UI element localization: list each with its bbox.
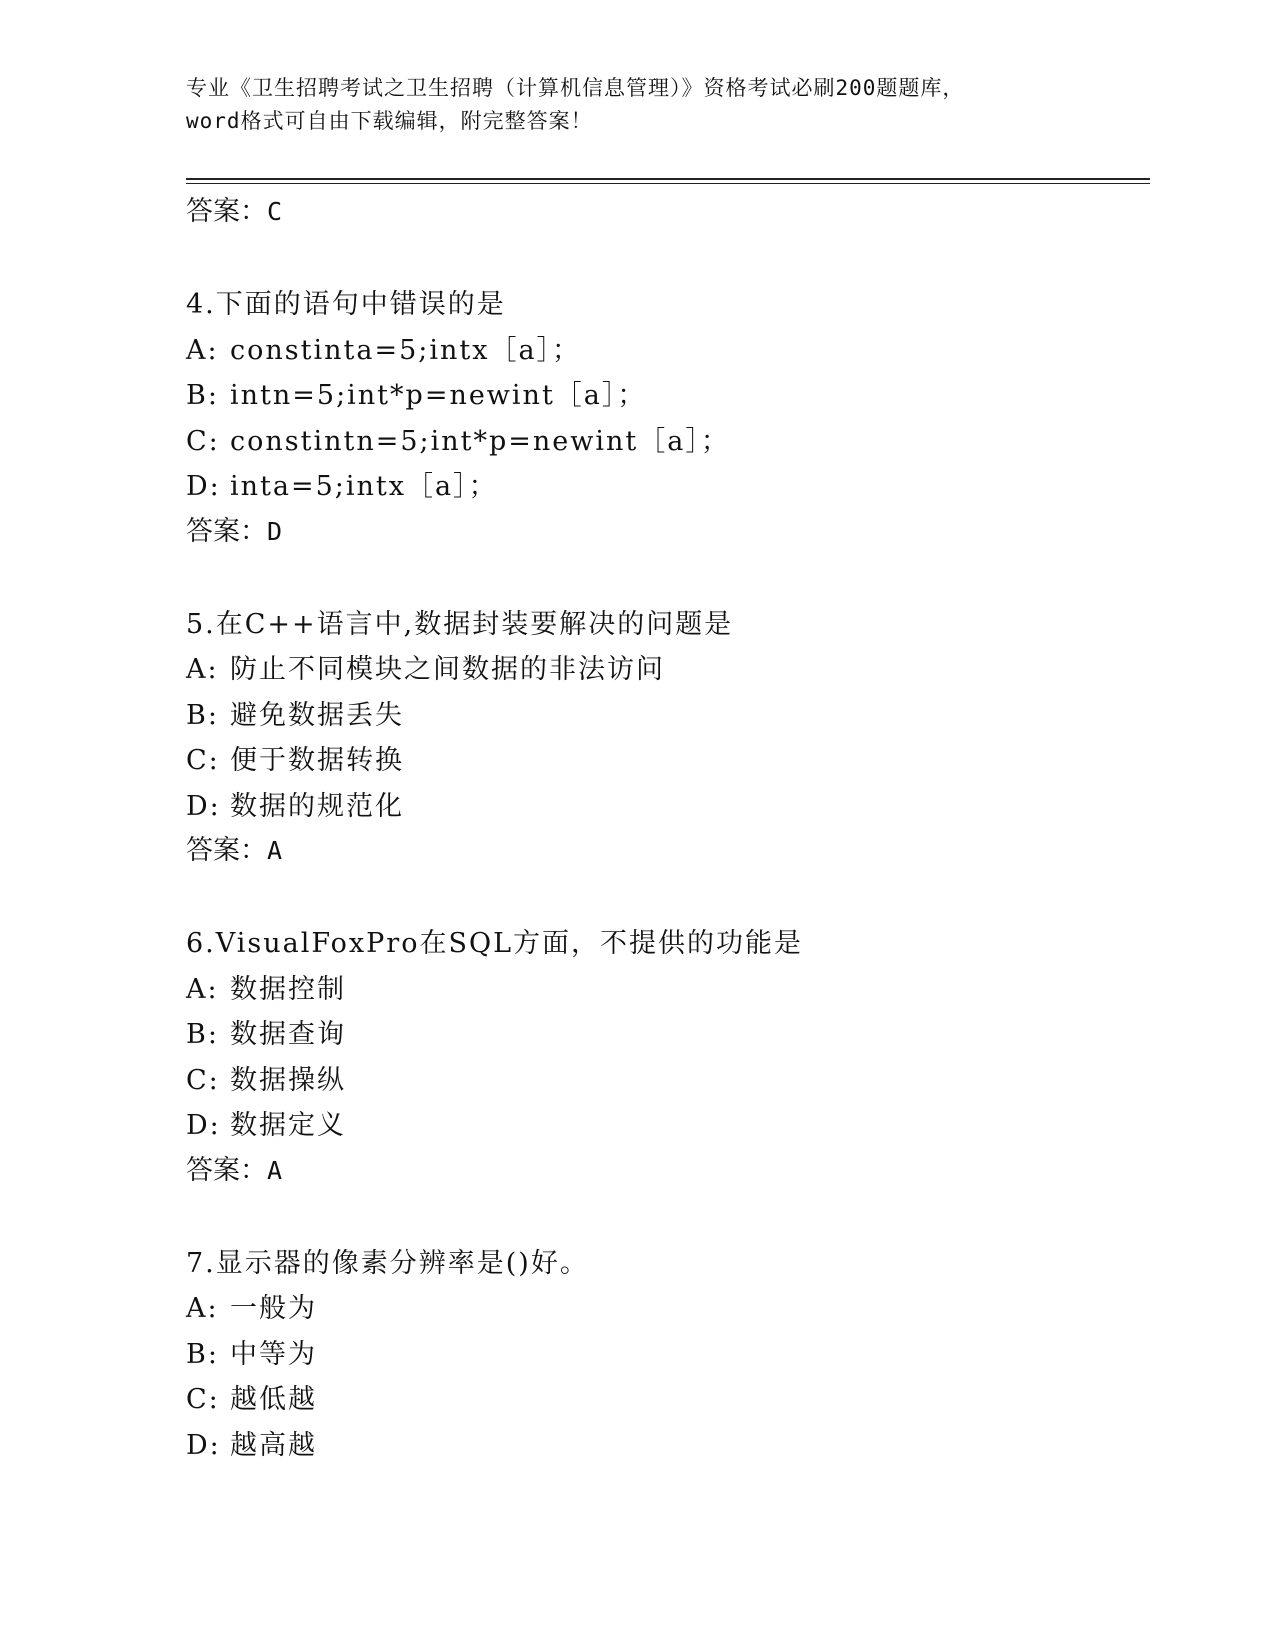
header-line-2: word格式可自由下载编辑，附完整答案！	[186, 109, 593, 133]
option-letter: B:	[186, 699, 219, 731]
question-list	[186, 190, 1146, 1468]
option-line	[186, 1377, 1146, 1423]
answer-value: C	[267, 197, 283, 226]
option-text: constinta=5;intx［a］；	[230, 334, 582, 366]
option-text: 防止不同模块之间数据的非法访问	[230, 654, 665, 685]
option-line	[186, 1058, 1146, 1104]
option-text: 便于数据转换	[230, 745, 404, 776]
option-letter: A:	[186, 334, 219, 366]
answer-label: 答案：	[186, 835, 267, 866]
question-block	[186, 602, 1146, 874]
option-line	[186, 738, 1146, 784]
option-line	[186, 1286, 1146, 1332]
option-letter: C:	[186, 1384, 220, 1415]
answer-value: A	[267, 1155, 283, 1185]
option-letter: D:	[186, 1429, 221, 1461]
header-line-1: 专业《卫生招聘考试之卫生招聘（计算机信息管理）》资格考试必刷200题题库，	[186, 76, 965, 100]
option-text: 一般为	[230, 1293, 317, 1324]
option-text: 数据的规范化	[230, 790, 404, 822]
option-letter: C:	[186, 1064, 220, 1096]
option-text: 越高越	[230, 1429, 317, 1461]
option-line	[186, 967, 1146, 1013]
option-line	[186, 1423, 1146, 1469]
question-spacer	[186, 234, 1146, 282]
answer-label: 答案：	[186, 515, 267, 547]
option-line	[186, 1012, 1146, 1058]
option-text: 越低越	[230, 1384, 317, 1415]
answer-line	[186, 190, 1146, 234]
question-spacer	[186, 873, 1146, 921]
option-text: constintn=5;int*p=newint［a］；	[230, 425, 730, 457]
option-text: inta=5;intx［a］；	[230, 471, 498, 502]
answer-label: 答案：	[186, 196, 267, 227]
question-block	[186, 921, 1146, 1193]
option-line	[186, 373, 1146, 419]
option-text: intn=5;int*p=newint［a］；	[230, 380, 647, 411]
option-letter: A:	[186, 1293, 219, 1324]
answer-line	[186, 1149, 1146, 1193]
question-spacer	[186, 1193, 1146, 1241]
option-letter: D:	[186, 790, 221, 822]
option-letter: C:	[186, 425, 220, 457]
option-line	[186, 328, 1146, 374]
question-block	[186, 1241, 1146, 1469]
option-letter: B:	[186, 380, 219, 411]
option-line	[186, 464, 1146, 510]
option-letter: D:	[186, 471, 221, 502]
option-letter: D:	[186, 1110, 221, 1141]
option-line	[186, 693, 1146, 739]
option-text: 数据控制	[230, 973, 346, 1005]
answer-value: D	[267, 516, 283, 546]
option-letter: A:	[186, 973, 219, 1005]
header-rule-thin	[186, 183, 1150, 184]
answer-label: 答案：	[186, 1154, 267, 1186]
option-letter: C:	[186, 745, 220, 776]
question-spacer	[186, 554, 1146, 602]
question-stem: 4.下面的语句中错误的是	[186, 289, 506, 320]
option-line	[186, 647, 1146, 693]
answer-value: A	[267, 836, 283, 865]
option-text: 中等为	[230, 1338, 317, 1370]
option-line	[186, 1332, 1146, 1378]
option-letter: A:	[186, 654, 219, 685]
option-text: 数据定义	[230, 1110, 346, 1141]
answer-line	[186, 829, 1146, 873]
option-text: 数据查询	[230, 1019, 346, 1050]
document-header	[186, 72, 1086, 138]
header-rule-thick	[186, 178, 1150, 180]
answer-line	[186, 510, 1146, 554]
option-text: 数据操纵	[230, 1064, 346, 1096]
question-stem: 7.显示器的像素分辨率是()好。	[186, 1247, 589, 1279]
option-text: 避免数据丢失	[230, 699, 404, 731]
question-block	[186, 282, 1146, 554]
question-stem: 6.VisualFoxPro在SQL方面，不提供的功能是	[186, 928, 804, 959]
option-line	[186, 1103, 1146, 1149]
option-line	[186, 419, 1146, 465]
option-letter: B:	[186, 1338, 219, 1370]
option-letter: B:	[186, 1019, 219, 1050]
question-stem: 5.在C++语言中,数据封装要解决的问题是	[186, 608, 734, 640]
option-line	[186, 784, 1146, 830]
